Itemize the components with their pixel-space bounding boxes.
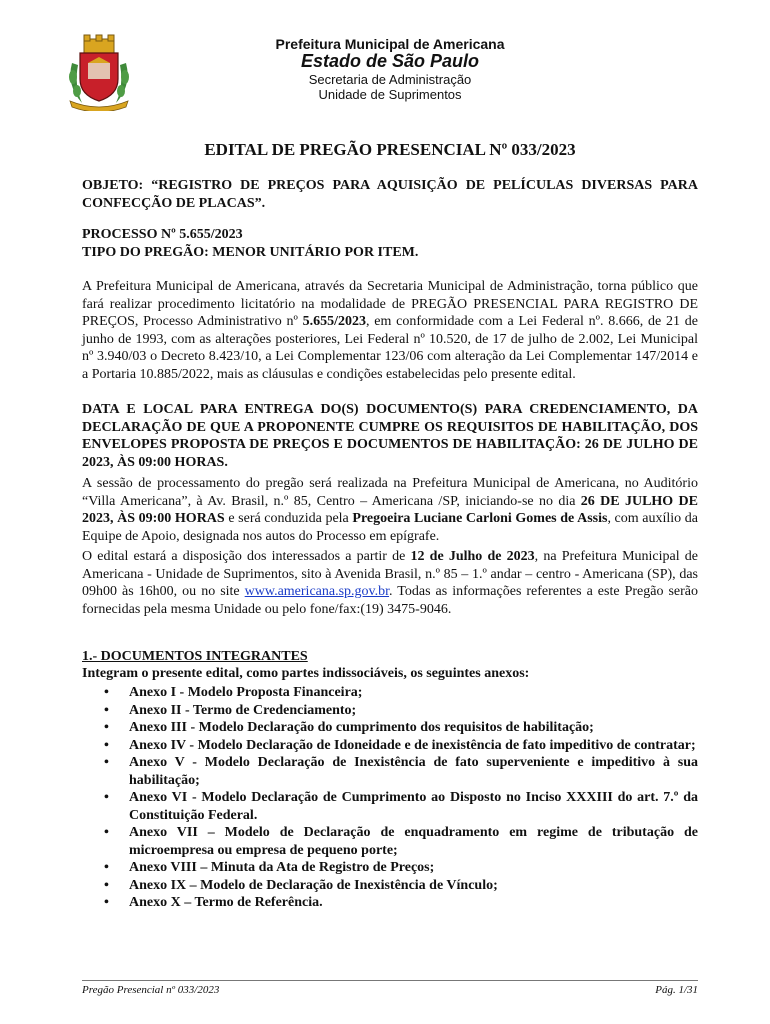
list-item bbox=[82, 877, 698, 895]
availability-date: 12 de Julho de 2023 bbox=[410, 549, 535, 564]
session-paragraph bbox=[82, 475, 698, 545]
header-secretariat: Secretaria de Administração bbox=[308, 72, 472, 87]
tipo-pregao: TIPO DO PREGÃO: MENOR UNITÁRIO POR ITEM. bbox=[82, 244, 419, 260]
bullet-icon: • bbox=[104, 720, 109, 735]
session-pregoeira: Pregoeira Luciane Carloni Gomes de Assis bbox=[352, 511, 608, 526]
session-date: 26 DE JULHO DE 2023, ÀS 09:00 HORAS bbox=[82, 493, 698, 526]
list-item bbox=[82, 719, 698, 737]
annex-item-label: Anexo II - Termo de Credenciamento; bbox=[129, 702, 357, 718]
header-municipality: Prefeitura Municipal de Americana bbox=[275, 36, 505, 52]
annex-item-label: Anexo VI - Modelo Declaração de Cumprimento ao Disposto no Inciso XXXIII do art. 7.º da Constituição Federal. bbox=[129, 790, 698, 823]
bullet-icon: • bbox=[104, 860, 109, 875]
bullet-icon: • bbox=[104, 790, 109, 805]
intro-text-a: A Prefeitura Municipal de Americana, através da Secretaria Municipal de Administração, torna público que fará realizar procedimento licitatório na modalidade de PREGÃO PRESENCIAL PARA REGISTRO DE PREÇOS, Processo Administrativo nº bbox=[82, 279, 698, 329]
bullet-icon: • bbox=[104, 685, 109, 700]
session-text-c: e será conduzida pela bbox=[224, 511, 353, 526]
section-1-title: 1.- DOCUMENTOS INTEGRANTES bbox=[82, 649, 308, 664]
intro-paragraph bbox=[82, 278, 698, 383]
data-local-paragraph: DATA E LOCAL PARA ENTREGA DO(S) DOCUMENTO(S) PARA CREDENCIAMENTO, DA DECLARAÇÃO DE QUE A PROPONENTE CUMPRE OS REQUISITOS DE HABILITAÇÃO, DOS ENVELOPES PROPOSTA DE PREÇOS E DOCUMENTOS DE HABILITAÇÃO: 26 DE JULHO DE 2023, ÀS 09:00 HORAS. bbox=[82, 402, 698, 470]
header-unit: Unidade de Suprimentos bbox=[318, 87, 462, 102]
bullet-icon: • bbox=[104, 737, 109, 753]
bullet-icon: • bbox=[104, 755, 109, 770]
footer-divider bbox=[82, 980, 698, 981]
availability-paragraph bbox=[82, 548, 698, 618]
session-text-e: , com auxílio da Equipe de Apoio, designada nos autos do Processo em epígrafe. bbox=[82, 511, 698, 544]
annex-item-label: Anexo IX – Modelo de Declaração de Inexistência de Vínculo; bbox=[129, 877, 498, 893]
annex-item-label: Anexo X – Termo de Referência. bbox=[129, 895, 323, 910]
annex-item-label: Anexo V - Modelo Declaração de Inexistência de fato superveniente e impeditivo à sua habilitação; bbox=[129, 755, 698, 788]
intro-process-number: 5.655/2023 bbox=[302, 314, 366, 329]
intro-text-c: , em conformidade com a Lei Federal nº. 8.666, de 21 de junho de 1993, com as alterações posteriores, Lei Federal nº 10.520, de 17 de julho de 2.002, Lei Municipal nº 3.940/03 o Decreto 8.423/10, a Lei Complementar 123/06 com alteração da Lei Complementar 147/2014 e a Portaria 10.885/2022, mais as cláusulas e condições estabelecidas pelo presente edital. bbox=[82, 314, 698, 382]
header-state: Estado de São Paulo bbox=[300, 51, 480, 71]
objeto-paragraph: OBJETO: “REGISTRO DE PREÇOS PARA AQUISIÇÃO DE PELÍCULAS DIVERSAS PARA CONFECÇÃO DE PLACAS”. bbox=[82, 178, 698, 211]
section-1-intro: Integram o presente edital, como partes indissociáveis, os seguintes anexos: bbox=[82, 666, 530, 681]
footer-document-ref: Pregão Presencial nº 033/2023 bbox=[82, 984, 220, 996]
coat-of-arms-icon bbox=[64, 33, 134, 111]
list-item bbox=[82, 789, 698, 824]
footer-page-number: Pág. 1/31 bbox=[655, 984, 698, 996]
availability-text-d: . Todas as informações referentes a este Pregão serão fornecidas pela mesma Unidade ou pelo fone/fax:(19) 3475-9046. bbox=[82, 584, 698, 617]
annex-item-label: Anexo VII – Modelo de Declaração de enquadramento em regime de tributação de microempresa ou empresa de pequeno porte; bbox=[129, 825, 698, 858]
document-title: EDITAL DE PREGÃO PRESENCIAL Nº 033/2023 bbox=[204, 140, 576, 159]
availability-text-c: , na Prefeitura Municipal de Americana - Unidade de Suprimentos, sito à Avenida Brasil, n.º 85 – 1.º andar – centro - Americana (SP), das 09h00 às 16h00, ou no site bbox=[82, 549, 699, 599]
list-item bbox=[82, 702, 698, 720]
annex-item-label: Anexo I - Modelo Proposta Financeira; bbox=[129, 685, 363, 700]
list-item bbox=[82, 859, 698, 877]
bullet-icon: • bbox=[104, 702, 109, 718]
bullet-icon: • bbox=[104, 825, 109, 840]
processo-block bbox=[82, 226, 698, 261]
session-text-a: A sessão de processamento do pregão será realizada na Prefeitura Municipal de Americana, no Auditório “Villa Americana”, à Av. Brasil, n.º 85, Centro – Americana /SP, iniciando-se no dia bbox=[82, 476, 698, 509]
annex-item-label: Anexo III - Modelo Declaração do cumprimento dos requisitos de habilitação; bbox=[129, 720, 594, 735]
list-item bbox=[82, 684, 698, 702]
annex-list bbox=[82, 684, 698, 912]
list-item bbox=[82, 824, 698, 859]
processo-number: PROCESSO Nº 5.655/2023 bbox=[82, 227, 243, 242]
bullet-icon: • bbox=[104, 877, 109, 893]
list-item bbox=[82, 737, 698, 755]
list-item bbox=[82, 754, 698, 789]
availability-text-a: O edital estará a disposição dos interessados a partir de bbox=[82, 549, 411, 564]
annex-item-label: Anexo VIII – Minuta da Ata de Registro de Preços; bbox=[129, 860, 435, 875]
annex-item-label: Anexo IV - Modelo Declaração de Idoneidade e de inexistência de fato impeditivo de contratar; bbox=[129, 737, 696, 753]
website-link[interactable]: www.americana.sp.gov.br bbox=[244, 584, 390, 599]
list-item bbox=[82, 894, 698, 912]
bullet-icon: • bbox=[104, 895, 109, 910]
